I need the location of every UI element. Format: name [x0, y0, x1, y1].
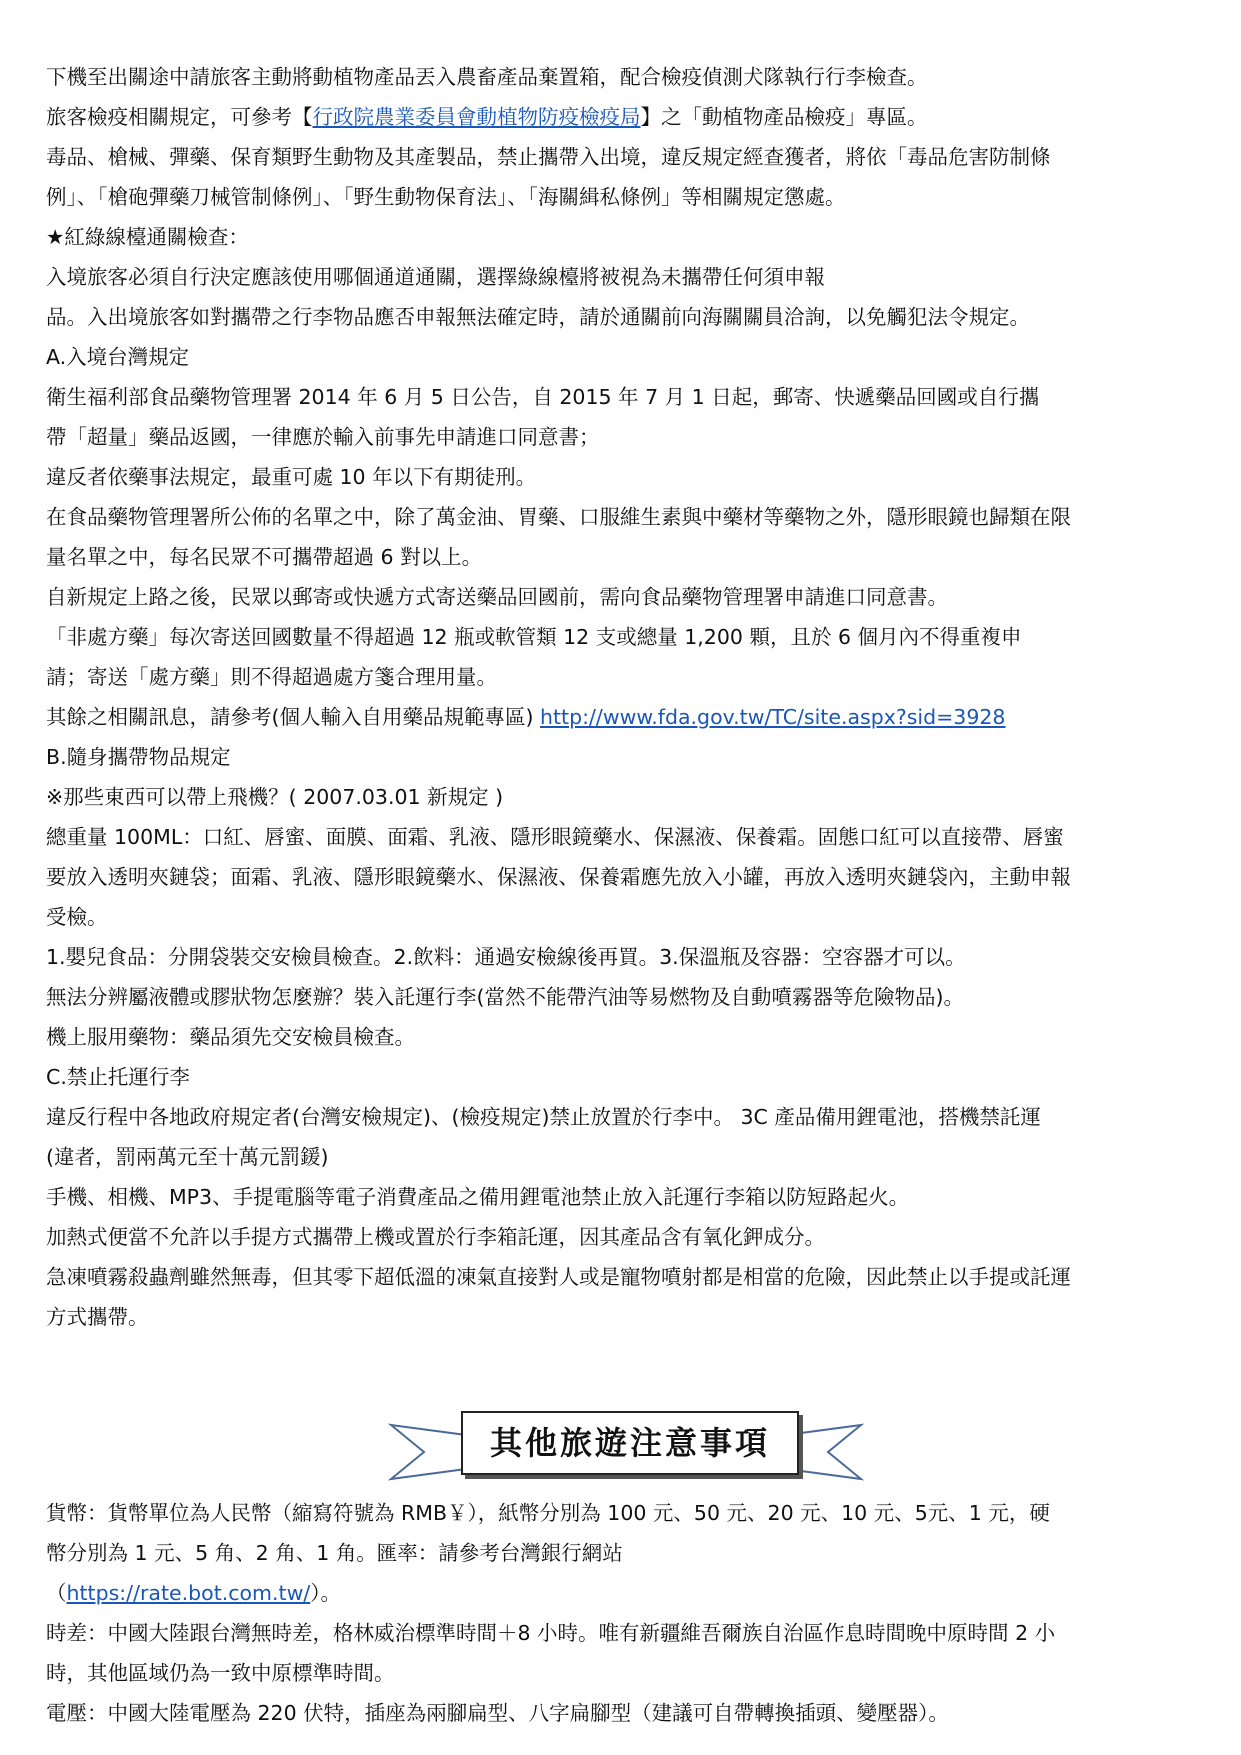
line-text: （	[46, 1581, 67, 1605]
text-line: A.入境台灣規定	[46, 345, 190, 369]
text-line: 無法分辨屬液體或膠狀物怎麼辦？裝入託運行李(當然不能帶汽油等易燃物及自動噴霧器等危險物品)。	[46, 985, 964, 1009]
text-line: 品。入出境旅客如對攜帶之行李物品應否申報無法確定時，請於通關前向海關關員洽詢，以免觸犯法令規定。	[46, 305, 1030, 329]
text-line: 量名單之中，每名民眾不可攜帶超過 6 對以上。	[46, 545, 483, 569]
text-line: 總重量 100ML：口紅、唇蜜、面膜、面霜、乳液、隱形眼鏡藥水、保濕液、保養霜。固態口紅可以直接帶、唇蜜	[46, 825, 1064, 849]
text-line: 電壓：中國大陸電壓為 220 伏特，插座為兩腳扁型、八字扁腳型（建議可自帶轉換插頭、變壓器）。	[46, 1701, 949, 1725]
text-line: C.禁止托運行李	[46, 1065, 190, 1089]
hyperlink[interactable]: https://rate.bot.com.tw/	[66, 1581, 311, 1605]
text-line: ★紅綠線檯通關檢查：	[46, 225, 249, 249]
text-line: 衛生福利部食品藥物管理署 2014 年 6 月 5 日公告，自 2015 年 7 月 1 日起，郵寄、快遞藥品回國或自行攜	[46, 385, 1040, 409]
text-line: 受檢。	[46, 905, 108, 929]
text-line: 帶「超量」藥品返國，一律應於輸入前事先申請進口同意書；	[46, 425, 600, 449]
text-line	[46, 1573, 1202, 1613]
text-line: 時，其他區域仍為一致中原標準時間。	[46, 1661, 395, 1685]
text-line: 加熱式便當不允許以手提方式攜帶上機或置於行李箱託運，因其產品含有氧化鉀成分。	[46, 1225, 825, 1249]
text-line: 毒品、槍械、彈藥、保育類野生動物及其產製品，禁止攜帶入出境，違反規定經查獲者，將依「毒品危害防制條	[46, 145, 1051, 169]
text-line: 方式攜帶。	[46, 1305, 149, 1329]
line-text: 其餘之相關訊息，請參考(個人輸入自用藥品規範專區)	[46, 705, 541, 729]
section-travel-regulations	[46, 57, 1202, 1337]
text-line: 急凍噴霧殺蟲劑雖然無毒，但其零下超低溫的凍氣直接對人或是寵物噴射都是相當的危險，因此禁止以手提或託運	[46, 1265, 1071, 1289]
text-line: 貨幣：貨幣單位為人民幣（縮寫符號為 RMB￥），紙幣分別為 100 元、50 元、20 元、10 元、5元、1 元，硬	[46, 1501, 1050, 1525]
hyperlink[interactable]: http://www.fda.gov.tw/TC/site.aspx?sid=3928	[540, 705, 1006, 729]
document-page	[46, 57, 1202, 1733]
text-line: 「非處方藥」每次寄送回國數量不得超過 12 瓶或軟管類 12 支或總量 1,200 顆，且於 6 個月內不得重複申	[46, 625, 1022, 649]
text-line: 例」、「槍砲彈藥刀械管制條例」、「野生動物保育法」、「海關緝私條例」等相關規定懲處。	[46, 185, 846, 209]
text-line	[46, 697, 1202, 737]
text-line: 手機、相機、MP3、手提電腦等電子消費產品之備用鋰電池禁止放入託運行李箱以防短路起火。	[46, 1185, 910, 1209]
text-line: 自新規定上路之後，民眾以郵寄或快遞方式寄送藥品回國前，需向食品藥物管理署申請進口同意書。	[46, 585, 948, 609]
section-banner	[46, 1405, 1202, 1493]
text-line	[46, 97, 1202, 137]
text-line: 時差：中國大陸跟台灣無時差，格林威治標準時間＋8 小時。唯有新疆維吾爾族自治區作息時間晚中原時間 2 小	[46, 1621, 1056, 1645]
banner-title: 其他旅遊注意事項	[461, 1411, 799, 1475]
text-line: (違者，罰兩萬元至十萬元罰鍰)	[46, 1145, 329, 1169]
text-line: 入境旅客必須自行決定應該使用哪個通道通關，選擇綠線檯將被視為未攜帶任何須申報	[46, 265, 825, 289]
text-line: 違反行程中各地政府規定者(台灣安檢規定)、(檢疫規定)禁止放置於行李中。 3C 產品備用鋰電池，搭機禁託運	[46, 1105, 1041, 1129]
line-text: ）。	[310, 1581, 342, 1605]
text-line: 違反者依藥事法規定，最重可處 10 年以下有期徒刑。	[46, 465, 537, 489]
text-line: 1.嬰兒食品：分開袋裝交安檢員檢查。2.飲料：通過安檢線後再買。3.保溫瓶及容器：空容器才可以。	[46, 945, 966, 969]
text-line: 幣分別為 1 元、5 角、2 角、1 角。匯率：請參考台灣銀行網站	[46, 1541, 623, 1565]
text-line: 要放入透明夾鏈袋；面霜、乳液、隱形眼鏡藥水、保濕液、保養霜應先放入小罐，再放入透明夾鏈袋內，主動申報	[46, 865, 1071, 889]
line-text: 】之「動植物產品檢疫」專區。	[640, 105, 928, 129]
text-line: 機上服用藥物：藥品須先交安檢員檢查。	[46, 1025, 415, 1049]
text-line: ※那些東西可以帶上飛機？( 2007.03.01 新規定 )	[46, 785, 504, 809]
hyperlink[interactable]: 行政院農業委員會動植物防疫檢疫局	[312, 105, 641, 129]
text-line: 下機至出關途中請旅客主動將動植物產品丟入農畜產品棄置箱，配合檢疫偵測犬隊執行行李檢查。	[46, 65, 928, 89]
line-text: 旅客檢疫相關規定，可參考【	[46, 105, 313, 129]
text-line: 在食品藥物管理署所公佈的名單之中，除了萬金油、胃藥、口服維生素與中藥材等藥物之外，隱形眼鏡也歸類在限	[46, 505, 1071, 529]
text-line: B.隨身攜帶物品規定	[46, 745, 231, 769]
section-other-notes	[46, 1493, 1202, 1733]
text-line: 請；寄送「處方藥」則不得超過處方箋合理用量。	[46, 665, 497, 689]
